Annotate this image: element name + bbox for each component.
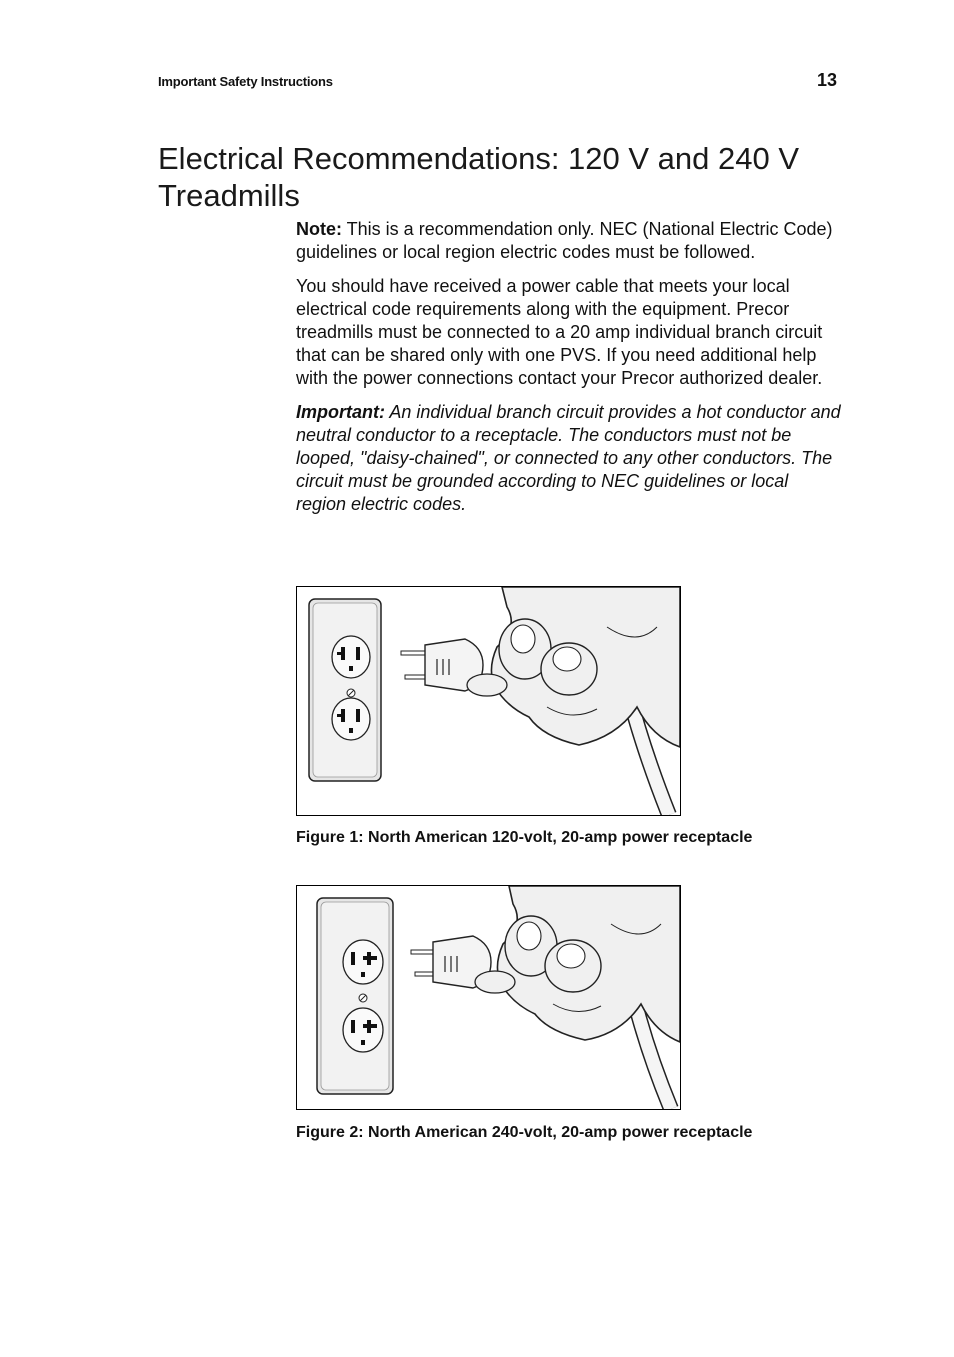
figure-1-illustration <box>296 586 681 816</box>
page-number: 13 <box>816 70 837 90</box>
important-lead: Important: <box>296 402 385 422</box>
figure-1-caption: Figure 1: North American 120-volt, 20-amp power receptacle <box>296 829 753 846</box>
power-cable-paragraph: You should have received a power cable that meets your local electrical code requirements along with the equipment. Precor treadmills must be connected to a 20 amp individual branch circuit that can be shared only with one PVS. If you need additional help with the power connections contact your Precor authorized dealer. <box>296 276 823 388</box>
note-text: This is a recommendation only. NEC (National Electric Code) guidelines or local region electric codes must be followed. <box>296 219 833 262</box>
body-column <box>296 218 841 527</box>
note-lead: Note: <box>296 219 342 239</box>
running-header: Important Safety Instructions <box>158 74 333 89</box>
important-paragraph <box>296 401 841 516</box>
outlet-plug-120v-illustration-icon <box>297 587 680 815</box>
important-text: An individual branch circuit provides a hot conductor and neutral conductor to a receptacle. The conductors must not be looped, "daisy-chained", or connected to any other conductors. The circuit must be grounded according to NEC guidelines or local region electric codes. <box>296 402 841 514</box>
figure-2-caption: Figure 2: North American 240-volt, 20-amp power receptacle <box>296 1124 753 1141</box>
section-heading: Electrical Recommendations: 120 V and 240 V Treadmills <box>158 141 800 213</box>
figure-2-illustration <box>296 885 681 1110</box>
outlet-plug-240v-illustration-icon <box>297 886 680 1109</box>
note-paragraph <box>296 218 841 264</box>
